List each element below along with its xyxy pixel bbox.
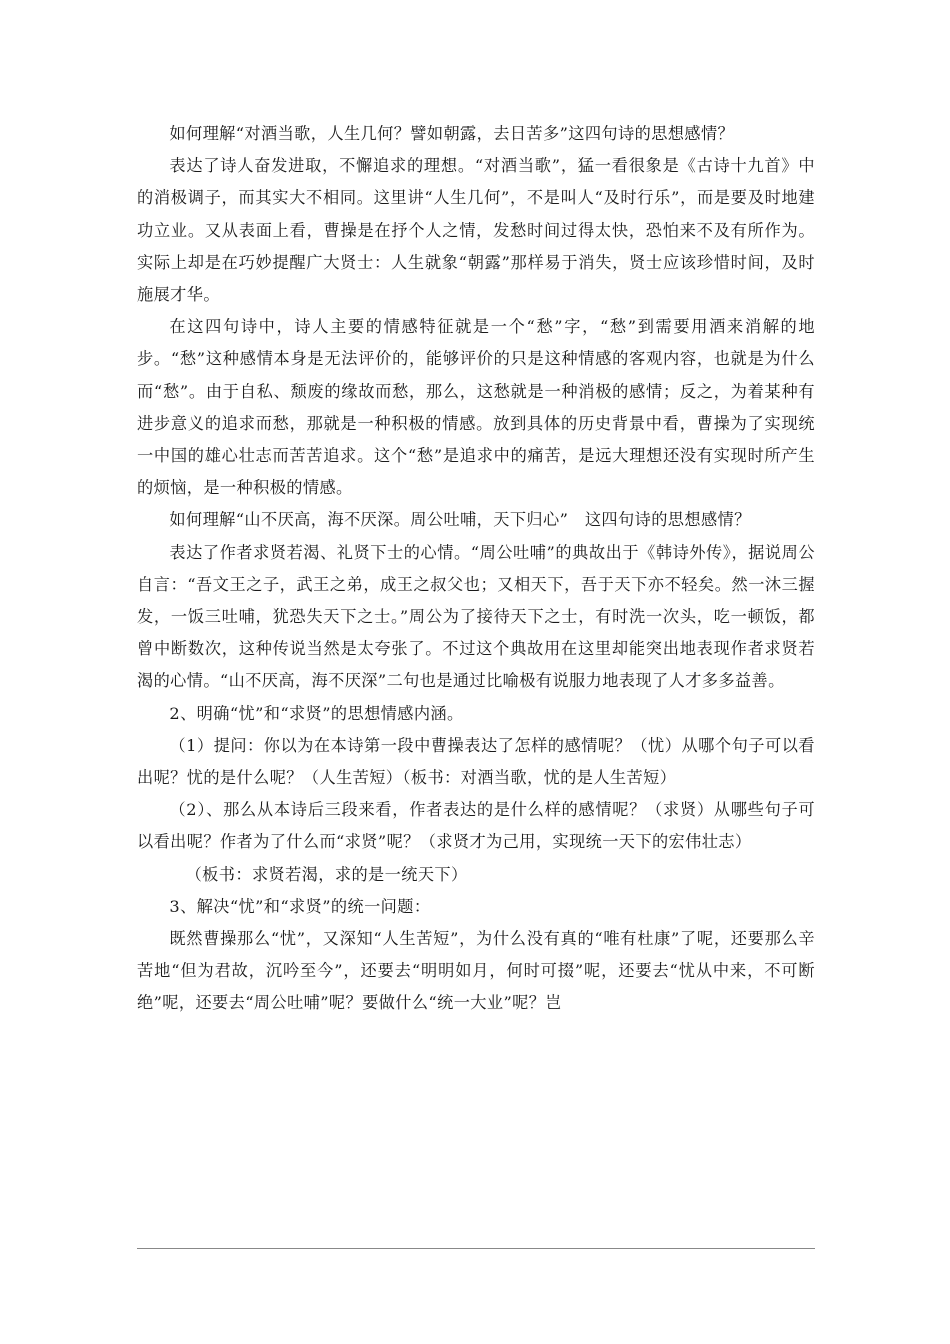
answer-paragraph-2: 表达了作者求贤若渴、礼贤下士的心情。“周公吐哺”的典故出于《韩诗外传》，据说周公自言：“吾文王之子，武王之弟，成王之叔父也；又相天下，吾于天下亦不轻矣。然一沐三握发，一饭三吐哺，犹恐失天下之士。”周公为了接待天下之士，有时洗一次头，吃一顿饭，都曾中断数次，这种传说当然是太夸张了。不过这个典故用在这里却能突出地表现作者求贤若渴的心情。“山不厌高，海不厌深”二句也是通过比喻极有说服力地表现了人才多多益善。: [137, 542, 815, 691]
document-body: [137, 118, 815, 1020]
prompt-paragraph-1: （1）提问：你以为在本诗第一段中曹操表达了怎样的感情呢？（忧）从哪个句子可以看出呢？忧的是什么呢？（人生苦短）（板书：对酒当歌，忧的是人生苦短）: [137, 735, 815, 788]
question-paragraph-2: 如何理解“山不厌高，海不厌深。周公吐哺，天下归心” 这四句诗的思想感情？: [169, 510, 751, 530]
footer-divider: [137, 1248, 815, 1249]
analysis-paragraph-1: 在这四句诗中，诗人主要的情感特征就是一个“愁”字，“愁”到需要用酒来消解的地步。“愁”这种感情本身是无法评价的，能够评价的只是这种情感的客观内容，也就是为什么而“愁”。由于自私、颓废的缘故而愁，那么，这愁就是一种消极的感情；反之，为着某种有进步意义的追求而愁，那就是一种积极的情感。放到具体的历史背景中看，曹操为了实现统一中国的雄心壮志而苦苦追求。这个“愁”是追求中的痛苦，是远大理想还没有实现时所产生的烦恼，是一种积极的情感。: [137, 317, 815, 498]
question-paragraph-1: 如何理解“对酒当歌，人生几何？譬如朝露，去日苦多”这四句诗的思想感情？: [169, 124, 735, 143]
board-note: （板书：求贤若渴，求的是一统天下）: [185, 864, 468, 884]
answer-paragraph-1: 表达了诗人奋发进取，不懈追求的理想。“对酒当歌”，猛一看很象是《古诗十九首》中的消极调子，而其实大不相同。这里讲“人生几何”，不是叫人“及时行乐”，而是要及时地建功立业。又从表面上看，曹操是在抒个人之情，发愁时间过得太快，恐怕来不及有所作为。实际上却是在巧妙提醒广大贤士：人生就象“朝露”那样易于消失，贤士应该珍惜时间，及时施展才华。: [137, 156, 815, 305]
prompt-paragraph-2: （2）、那么从本诗后三段来看，作者表达的是什么样的感情呢？（求贤）从哪些句子可以看出呢？作者为了什么而“求贤”呢？（求贤才为己用，实现统一天下的宏伟壮志）: [137, 800, 815, 852]
discussion-paragraph: 既然曹操那么“忧”，又深知“人生苦短”，为什么没有真的“唯有杜康”了呢，还要那么辛苦地“但为君故，沉吟至今”，还要去“明明如月，何时可掇”呢，还要去“忧从中来，不可断绝”呢，还要去“周公吐哺”呢？要做什么“统一大业”呢？岂: [137, 929, 815, 1013]
section-heading-3: 3、解决“忧”和“求贤”的统一问题：: [169, 896, 431, 916]
section-heading-2: 2、明确“忧”和“求贤”的思想情感内涵。: [169, 703, 464, 723]
